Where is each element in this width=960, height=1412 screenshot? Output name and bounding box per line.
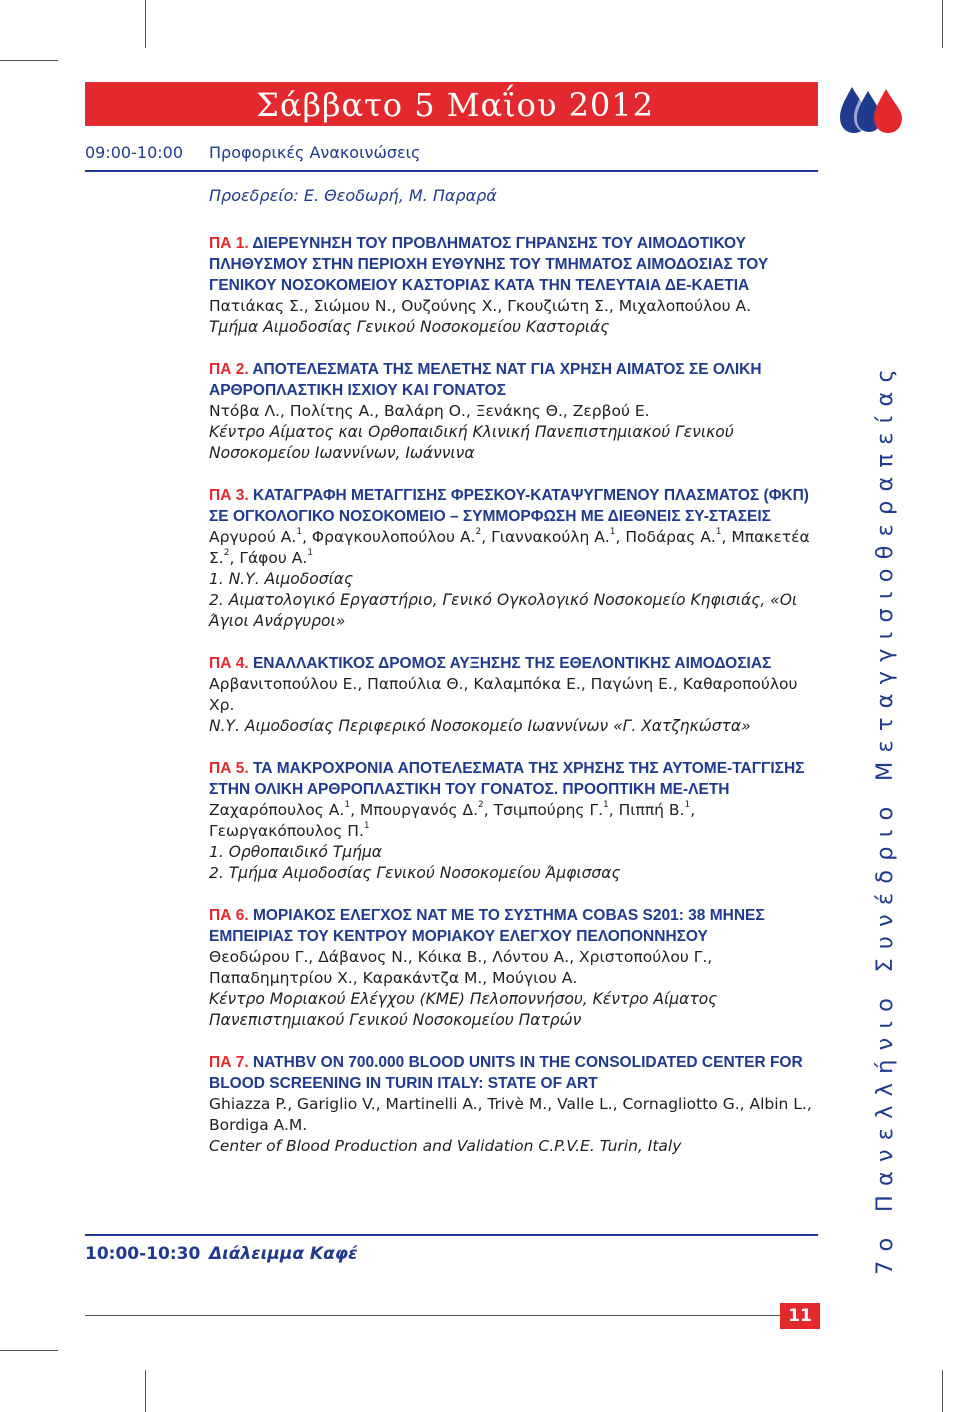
abstract-title [209, 359, 824, 401]
crop-mark [942, 0, 943, 48]
abstract-title-text: ΕΝΑΛΛΑΚΤΙΚΟΣ ΔΡΟΜΟΣ ΑΥΞΗΣΗΣ ΤΗΣ ΕΘΕΛΟΝΤΙΚΗΣ ΑΙΜΟΔΟΣΙΑΣ [252, 655, 772, 672]
abstract-4 [209, 653, 824, 737]
abstract-6 [209, 905, 824, 1031]
abstract-affiliation: 1. Ορθοπαιδικό Τμήμα [209, 843, 383, 861]
abstract-title-text: ΔΙΕΡΕΥΝΗΣΗ ΤΟΥ ΠΡΟΒΛΗΜΑΤΟΣ ΓΗΡΑΝΣΗΣ ΤΟΥ ΑΙΜΟΔΟΤΙΚΟΥ ΠΛΗΘΥΣΜΟΥ ΣΤΗΝ ΠΕΡΙΟΧΗ ΕΥΘΥΝΗΣ ΤΟΥ ΤΜΗΜΑΤΟΣ ΑΙΜΟΔΟΣΙΑΣ ΤΟΥ ΓΕΝΙΚΟΥ ΝΟΣΟΚΟΜΕΙΟΥ ΚΑΣΤΟΡΙΑΣ ΚΑΤΑ ΤΗΝ ΤΕΛΕΥΤΑΙΑ ΔΕ-ΚΑΕΤΙΑ [209, 235, 769, 294]
abstract-authors: Αρβανιτοπούλου Ε., Παπούλια Θ., Καλαμπόκα Ε., Παγώνη Ε., Καθαροπούλου Χρ. [209, 675, 798, 714]
affiliation-superscript: 2 [475, 527, 482, 537]
coffee-break-row [85, 1244, 358, 1264]
crop-mark [0, 1350, 58, 1351]
abstract-title [209, 485, 824, 527]
abstract-authors: Ghiazza P., Gariglio V., Martinelli A., Trivè M., Valle L., Cornagliotto G., Albin L., Bordiga A.M. [209, 1095, 812, 1134]
affiliation-superscript: 1 [344, 800, 351, 810]
abstract-code: ΠΑ 6. [209, 907, 249, 924]
abstract-1 [209, 233, 824, 338]
affiliation-superscript: 2 [478, 800, 484, 810]
abstract-code: ΠΑ 7. [209, 1054, 249, 1071]
affiliation-superscript: 1 [307, 548, 314, 558]
header-bar [85, 82, 818, 126]
blood-drops-logo-icon [838, 83, 904, 135]
abstract-title [209, 233, 824, 296]
page-divider [85, 1315, 780, 1316]
divider [85, 1234, 818, 1236]
affiliation-superscript: 2 [223, 548, 230, 558]
abstract-7 [209, 1052, 824, 1157]
abstract-title-text: ΤΑ ΜΑΚΡΟΧΡΟΝΙΑ ΑΠΟΤΕΛΕΣΜΑΤΑ ΤΗΣ ΧΡΗΣΗΣ ΤΗΣ ΑΥΤΟΜΕ-ΤΑΓΓΙΣΗΣ ΣΤΗΝ ΟΛΙΚΗ ΑΡΘΡΟΠΛΑΣΤΙΚΗ ΤΟΥ ΓΟΝΑΤΟΣ. ΠΡΟΟΠΤΙΚΗ ΜΕ-ΛΕΤΗ [209, 760, 805, 798]
abstract-title-text: NATHBV ON 700.000 BLOOD UNITS IN THE CONSOLIDATED CENTER FOR BLOOD SCREENING IN TURIN ITALY: STATE OF ART [209, 1054, 803, 1092]
session-time: 09:00-10:00 [85, 143, 183, 162]
abstract-authors: Αργυρού Α.$^1$, Φραγκουλοπούλου Α.$^2$, Γιαννακούλη Α.$^1$, Ποδάρας Α.$^1$, Μπακετέα Σ.$^2$, Γάφου Α.$^1$ [209, 527, 810, 567]
page-title: Σάββατο 5 Μαΐου 2012 [256, 86, 654, 124]
abstract-code: ΠΑ 3. [209, 487, 249, 504]
chairs: Προεδρείο: Ε. Θεοδωρή, Μ. Παραρά [209, 186, 497, 205]
abstract-title [209, 758, 824, 800]
crop-mark [145, 1370, 146, 1412]
abstract-3 [209, 485, 824, 632]
page-number: 11 [780, 1303, 820, 1329]
abstract-affiliation: Τμήμα Αιμοδοσίας Γενικού Νοσοκομείου Καστοριάς [209, 318, 610, 336]
affiliation-superscript: 1 [684, 800, 691, 810]
abstract-authors: Ντόβα Λ., Πολίτης Α., Βαλάρη Ο., Ξενάκης Θ., Ζερβού Ε. [209, 402, 650, 420]
abstract-title [209, 653, 824, 674]
abstract-code: ΠΑ 4. [209, 655, 249, 672]
abstract-affiliation: 2. Αιματολογικό Εργαστήριο, Γενικό Ογκολογικό Νοσοκομείο Κηφισιάς, «Οι Άγιοι Ανάργυροι» [209, 591, 798, 630]
abstract-title-text: ΑΠΟΤΕΛΕΣΜΑΤΑ ΤΗΣ ΜΕΛΕΤΗΣ ΝΑΤ ΓΙΑ ΧΡΗΣΗ ΑΙΜΑΤΟΣ ΣΕ ΟΛΙΚΗ ΑΡΘΡΟΠΛΑΣΤΙΚΗ ΙΣΧΙΟΥ ΚΑΙ ΓΟΝΑΤΟΣ [209, 361, 762, 399]
abstract-authors: Θεοδώρου Γ., Δάβανος Ν., Κόικα Β., Λόντου Α., Χριστοπούλου Γ., Παπαδημητρίου Χ., Καρακάντζα Μ., Μούγιου Α. [209, 948, 713, 987]
abstract-authors: Ζαχαρόπουλος Α.$^1$, Μπουργανός Δ.$^2$, Τσιμπούρης Γ.$^1$, Πιππή Β.$^1$, Γεωργακόπουλος Π.$^1$ [209, 800, 696, 840]
abstract-title [209, 1052, 824, 1094]
abstract-5 [209, 758, 824, 884]
session-row [85, 143, 420, 162]
abstract-affiliation: Center of Blood Production and Validation C.P.V.E. Turin, Italy [209, 1137, 682, 1155]
program-content [209, 185, 824, 1178]
affiliation-superscript: 1 [603, 800, 609, 810]
abstract-code: ΠΑ 5. [209, 760, 249, 777]
crop-mark [0, 60, 58, 61]
session-title: Προφορικές Ανακοινώσεις [209, 143, 421, 162]
divider [85, 170, 818, 172]
abstract-affiliation: 1. Ν.Υ. Αιμοδοσίας [209, 570, 354, 588]
abstract-affiliation: Ν.Υ. Αιμοδοσίας Περιφερικό Νοσοκομείο Ιωαννίνων «Γ. Χατζηκώστα» [209, 717, 751, 735]
abstract-title-text: ΚΑΤΑΓΡΑΦΗ ΜΕΤΑΓΓΙΣΗΣ ΦΡΕΣΚΟΥ-ΚΑΤΑΨΥΓΜΕΝΟΥ ΠΛΑΣΜΑΤΟΣ (ΦΚΠ) ΣΕ ΟΓΚΟΛΟΓΙΚΟ ΝΟΣΟΚΟΜΕΙΟ – ΣΥΜΜΟΡΦΩΣΗ ΜΕ ΔΙΕΘΝΕΙΣ ΣΥ-ΣΤΑΣΕΙΣ [209, 487, 809, 525]
crop-mark [942, 1370, 943, 1412]
coffee-break-label: Διάλειμμα Καφέ [209, 1244, 358, 1264]
abstract-code: ΠΑ 1. [209, 235, 249, 252]
affiliation-superscript: 1 [363, 821, 370, 831]
abstract-affiliation: Κέντρο Αίματος και Ορθοπαιδική Κλινική Πανεπιστημιακού Γενικού Νοσοκομείου Ιωαννίνων, Ιωάννινα [209, 423, 734, 462]
crop-mark [145, 0, 146, 48]
abstract-affiliation: Κέντρο Μοριακού Ελέγχου (ΚΜΕ) Πελοποννήσου, Κέντρο Αίματος Πανεπιστημιακού Γενικού Νοσοκομείου Πατρών [209, 990, 718, 1029]
coffee-break-time: 10:00-10:30 [85, 1244, 201, 1264]
abstract-2 [209, 359, 824, 464]
affiliation-superscript: 1 [296, 527, 303, 537]
abstract-authors: Πατιάκας Σ., Σιώμου Ν., Ουζούνης Χ., Γκουζιώτη Σ., Μιχαλοπούλου Α. [209, 297, 752, 315]
abstract-affiliation: 2. Τμήμα Αιμοδοσίας Γενικού Νοσοκομείου Άμφισσας [209, 864, 621, 882]
abstract-title [209, 905, 824, 947]
conference-sidebar-title: 7ο Πανελλήνιο Συνέδριο Μεταγγισιοθεραπείας [872, 360, 898, 1275]
affiliation-superscript: 1 [609, 527, 616, 537]
abstract-title-text: ΜΟΡΙΑΚΟΣ ΕΛΕΓΧΟΣ ΝΑΤ ΜΕ ΤΟ ΣΥΣΤΗΜΑ COBAS S201: 38 ΜΗΝΕΣ ΕΜΠΕΙΡΙΑΣ ΤΟΥ ΚΕΝΤΡΟΥ ΜΟΡΙΑΚΟΥ ΕΛΕΓΧΟΥ ΠΕΛΟΠΟΝΝΗΣΟΥ [209, 907, 765, 945]
affiliation-superscript: 1 [715, 527, 722, 537]
abstract-code: ΠΑ 2. [209, 361, 249, 378]
